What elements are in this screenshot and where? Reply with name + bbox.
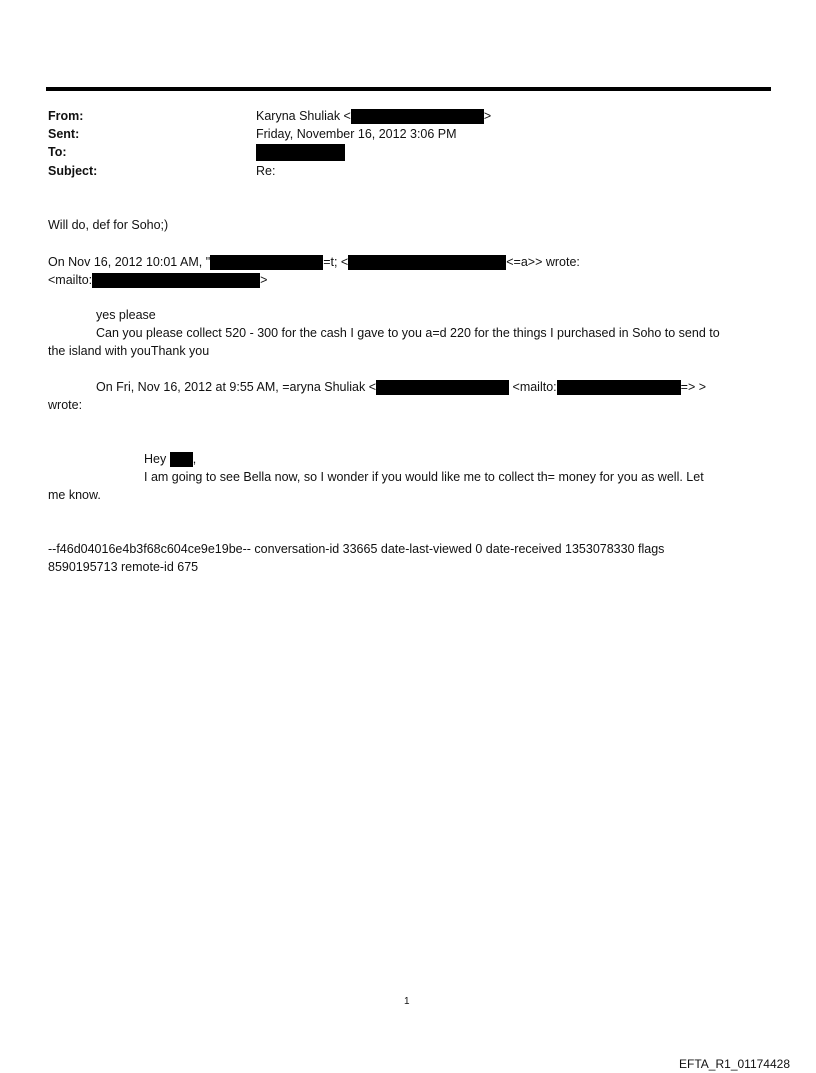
msg1-line3: the island with youThank you bbox=[48, 344, 210, 358]
bates-number: EFTA_R1_01174428 bbox=[679, 1057, 790, 1071]
to-value bbox=[256, 143, 345, 161]
header-rule bbox=[46, 87, 771, 91]
page-number: 1 bbox=[404, 996, 410, 1007]
quote2-header bbox=[96, 378, 706, 396]
quote1-mailto-label: <mailto: bbox=[48, 273, 93, 287]
sent-value: Friday, November 16, 2012 3:06 PM bbox=[256, 127, 457, 141]
redaction-box bbox=[348, 255, 506, 270]
msg2-line2: me know. bbox=[48, 488, 101, 502]
quote2-suffix: => > bbox=[680, 380, 707, 394]
redaction-box bbox=[92, 273, 260, 288]
redaction-box bbox=[351, 109, 484, 124]
quote2-mailto: <mailto: bbox=[512, 380, 557, 394]
from-name: Karyna Shuliak < bbox=[256, 109, 351, 123]
from-value bbox=[256, 107, 491, 125]
from-label: From: bbox=[48, 109, 84, 123]
subject-value: Re: bbox=[256, 164, 276, 178]
quote1-header bbox=[48, 253, 580, 271]
msg1-line1: yes please bbox=[96, 308, 156, 322]
msg2-hey: Hey bbox=[144, 452, 167, 466]
redaction-box bbox=[170, 452, 193, 467]
quote1-prefix: On Nov 16, 2012 10:01 AM, " bbox=[48, 255, 211, 269]
quote1-mailto bbox=[48, 271, 267, 289]
redaction-box bbox=[376, 380, 509, 395]
quote1-mailto-close: > bbox=[260, 273, 268, 287]
redaction-box bbox=[256, 144, 345, 161]
meta-line2: 8590195713 remote-id 675 bbox=[48, 560, 199, 574]
to-label: To: bbox=[48, 145, 67, 159]
quote2-prefix: On Fri, Nov 16, 2012 at 9:55 AM, =aryna Shuliak < bbox=[96, 380, 377, 394]
redaction-box bbox=[557, 380, 681, 395]
meta-line1: --f46d04016e4b3f68c604ce9e19be-- conversation-id 33665 date-last-viewed 0 date-received 1353078330 flags bbox=[48, 542, 665, 556]
msg1-line2: Can you please collect 520 - 300 for the cash I gave to you a=d 220 for the things I purchased in Soho to send to bbox=[96, 326, 720, 340]
quote2-wrote: wrote: bbox=[48, 398, 83, 412]
quote1-mid: =t; < bbox=[323, 255, 349, 269]
redaction-box bbox=[210, 255, 323, 270]
sent-label: Sent: bbox=[48, 127, 80, 141]
msg2-comma: , bbox=[192, 452, 197, 466]
subject-label: Subject: bbox=[48, 164, 98, 178]
msg2-line1: I am going to see Bella now, so I wonder if you would like me to collect th= money for you as well. Let bbox=[144, 470, 704, 484]
quote1-suffix: <=a>> wrote: bbox=[506, 255, 580, 269]
msg2-greeting bbox=[144, 450, 196, 468]
from-close: > bbox=[483, 109, 492, 123]
reply-line: Will do, def for Soho;) bbox=[48, 218, 169, 232]
